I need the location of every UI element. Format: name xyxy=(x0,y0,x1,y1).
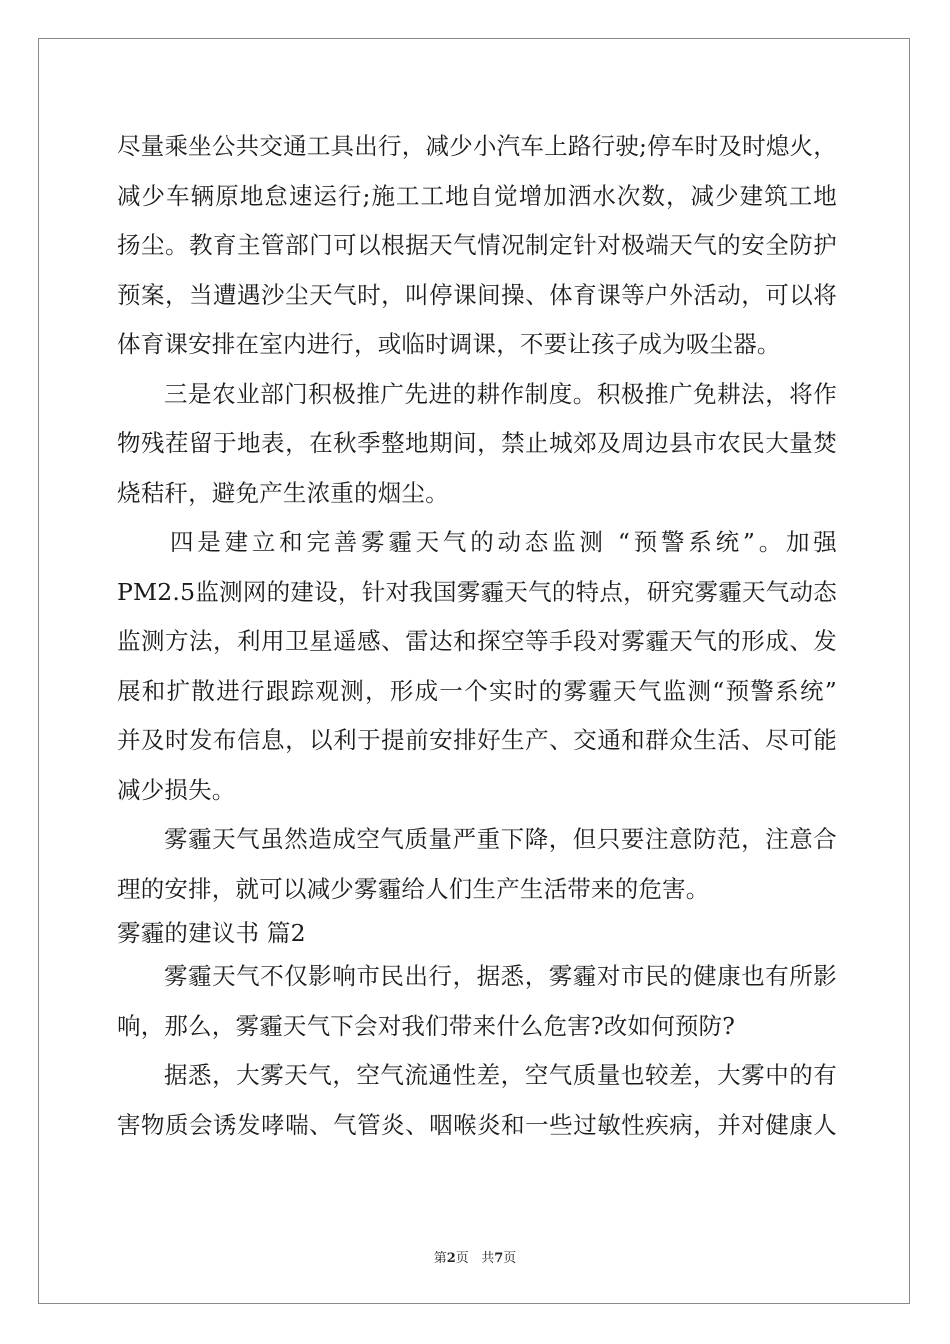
text-line: 体育课安排在室内进行，或临时调课，不要让孩子成为吸尘器。 xyxy=(117,330,781,358)
text-line: 物残茬留于地表，在秋季整地期间，禁止城郊及周边县市农民大量焚 xyxy=(117,429,837,457)
footer-total-suffix: 页 xyxy=(503,1251,517,1266)
text-line: 害物质会诱发哮喘、气管炎、咽喉炎和一些过敏性疾病，并对健康人 xyxy=(117,1110,837,1139)
text-line: 雾霾天气不仅影响市民出行，据悉，雾霾对市民的健康也有所影 xyxy=(164,962,837,990)
text-line: 雾霾天气虽然造成空气质量严重下降，但只要注意防范，注意合 xyxy=(164,825,837,853)
text-line: 减少车辆原地怠速运行;施工工地自觉增加洒水次数，减少建筑工地 xyxy=(117,181,837,210)
total-pages: 7 xyxy=(494,1251,504,1266)
section-heading: 雾霾的建议书 篇2 xyxy=(117,919,306,947)
text-line: 据悉，大雾天气，空气流通性差，空气质量也较差，大雾中的有 xyxy=(164,1061,837,1089)
page-footer xyxy=(0,1247,950,1266)
page-number: 2 xyxy=(446,1251,456,1266)
footer-prefix: 第 xyxy=(433,1251,447,1266)
text-line: 减少损失。 xyxy=(117,775,236,804)
text-line: PM2.5监测网的建设，针对我国雾霾天气的特点，研究雾霾天气动态 xyxy=(117,577,837,606)
text-line: 并及时发布信息，以利于提前安排好生产、交通和群众生活、尽可能 xyxy=(117,726,837,754)
text-line: 扬尘。教育主管部门可以根据天气情况制定针对极端天气的安全防护 xyxy=(117,231,837,259)
footer-page-suffix: 页 xyxy=(455,1251,469,1266)
text-line: 响，那么，雾霾天气下会对我们带来什么危害?改如何预防? xyxy=(117,1011,736,1040)
text-line: 展和扩散进行跟踪观测，形成一个实时的雾霾天气监测“预警系统” xyxy=(117,676,837,705)
document-body xyxy=(117,122,837,1150)
text-line: 烧秸秆，避免产生浓重的烟尘。 xyxy=(117,478,449,507)
text-line: 尽量乘坐公共交通工具出行，减少小汽车上路行驶;停车时及时熄火， xyxy=(117,132,837,160)
footer-total-prefix: 共 xyxy=(481,1251,495,1266)
text-line: 预案，当遭遇沙尘天气时，叫停课间操、体育课等户外活动，可以将 xyxy=(117,280,837,309)
text-line: 四是建立和完善雾霾天气的动态监测 “预警系统”。加强 xyxy=(170,528,837,556)
text-line: 监测方法，利用卫星遥感、雷达和探空等手段对雾霾天气的形成、发 xyxy=(117,627,837,655)
text-line: 三是农业部门积极推广先进的耕作制度。积极推广免耕法，将作 xyxy=(164,379,837,408)
text-line: 理的安排，就可以减少雾霾给人们生产生活带来的危害。 xyxy=(117,874,710,903)
